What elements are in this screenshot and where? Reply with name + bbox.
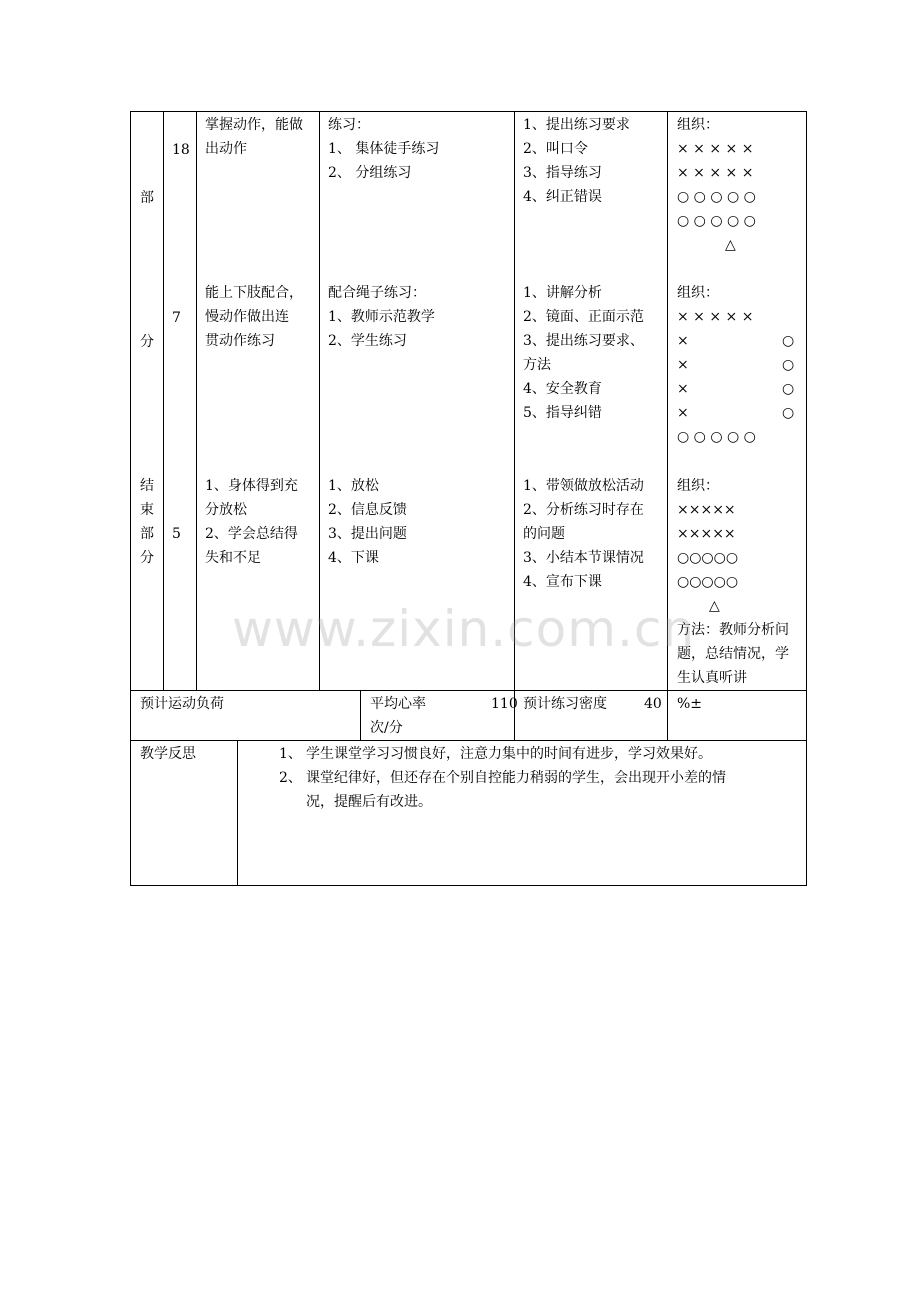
section-label-char: 束 [140,502,154,518]
goal-line: 能上下肢配合， [205,285,303,301]
organization-diagram [677,113,756,233]
goal-text [205,113,303,161]
section-label-bu: 部 [140,190,154,206]
goal-line: 慢动作做出连 [205,309,289,325]
reflection-item-number: 1、 [279,746,302,762]
content-text [328,474,407,570]
teacher-triangle-icon: △ [709,598,720,614]
org-title: 组织： [677,285,719,301]
reflection-label: 教学反思 [140,746,196,762]
teacher-line: 4、宣布下课 [523,574,602,590]
teacher-line: 3、指导练习 [523,165,602,181]
content-line: 3、提出问题 [328,526,407,542]
formation-row: × × × × × [677,141,754,157]
goal-line: 2、学会总结得 [205,526,298,542]
table-left-border [130,111,131,886]
col-divider-heartrate [360,690,361,741]
teacher-activity [523,113,630,209]
table-row-divider-reflection [130,740,807,741]
method-line: 题，总结情况，学 [677,646,789,662]
col-divider-section [163,111,164,691]
teacher-line: 3、提出练习要求、 [523,333,644,349]
goal-line: 掌握动作，能做 [205,117,303,133]
density-label: 预计练习密度 [523,696,607,712]
teacher-triangle-icon: △ [725,237,736,253]
teacher-line: 5、指导纠错 [523,405,602,421]
teacher-line: 3、小结本节课情况 [523,550,644,566]
time-minutes: 7 [172,310,181,326]
teacher-activity [523,474,644,594]
reflection-item-text: 况，提醒后有改进。 [306,794,432,810]
teacher-activity [523,281,644,425]
content-line: 练习： [328,117,370,133]
formation-row: ○ ○ ○ ○ ○ [677,429,756,445]
table-right-border [806,111,807,886]
table-row-divider-load [130,690,807,691]
formation-row: ○ ○ ○ ○ ○ [677,189,756,205]
formation-circle-icon: ○ [782,405,795,421]
formation-left-column [677,329,689,425]
table-top-border [130,111,807,112]
teacher-line: 1、提出练习要求 [523,117,630,133]
section-label-char: 部 [140,526,154,542]
goal-text [205,281,303,353]
teacher-line: 2、分析练习时存在 [523,502,644,518]
density-unit: %± [677,696,703,712]
formation-cross-icon: × [677,333,689,349]
content-line: 1、教师示范教学 [328,309,435,325]
reflection-item-number: 2、 [279,770,302,786]
teacher-line: 1、带领做放松活动 [523,478,644,494]
goal-line: 失和不足 [205,550,261,566]
teacher-line: 4、纠正错误 [523,189,602,205]
density-value: 40 [644,696,662,712]
teacher-line: 方法 [523,357,551,373]
content-line: 4、下课 [328,550,379,566]
formation-circle-icon: ○ [782,333,795,349]
section-label-char: 结 [140,478,154,494]
formation-right-column [782,329,794,425]
goal-line: 分放松 [205,502,247,518]
formation-row: × × × × × [677,309,754,325]
section-label-char: 分 [140,550,154,566]
formation-cross-icon: × [677,405,689,421]
content-text [328,281,435,353]
goal-line: 出动作 [205,141,247,157]
formation-cross-icon: × [677,357,689,373]
teacher-line: 1、讲解分析 [523,285,602,301]
formation-circle-icon: ○ [782,357,795,373]
formation-row: × × × × × [677,165,754,181]
method-line: 生认真听讲 [677,670,747,686]
heart-rate-unit: 次/分 [370,720,403,736]
org-title: 组织： [677,117,719,133]
goal-text [205,474,298,570]
section-label-fen: 分 [140,334,154,350]
formation-circle-icon: ○ [782,381,795,397]
content-line: 配合绳子练习： [328,285,426,301]
formation-cross-icon: × [677,381,689,397]
col-divider-time [196,111,197,691]
method-line: 方法：教师分析问 [677,622,789,638]
load-label: 预计运动负荷 [140,696,224,712]
time-minutes: 5 [172,526,181,542]
content-text [328,113,439,185]
col-divider-reflection-label [237,740,238,886]
content-line: 1、放松 [328,478,379,494]
content-line: 2、信息反馈 [328,502,407,518]
org-title: 组织： [677,478,719,494]
reflection-item-text: 学生课堂学习习惯良好，注意力集中的时间有进步，学习效果好。 [306,746,712,762]
formation-row: ××××× [677,526,736,542]
teacher-line: 2、镜面、正面示范 [523,309,644,325]
formation-row: ○○○○○ [677,574,739,590]
heart-rate-label: 平均心率 [370,696,426,712]
teacher-line: 4、安全教育 [523,381,602,397]
goal-line: 贯动作练习 [205,333,275,349]
content-line: 2、 分组练习 [328,165,412,181]
content-line: 2、学生练习 [328,333,407,349]
section-label-end [140,474,154,570]
formation-row: ○ ○ ○ ○ ○ [677,213,756,229]
time-minutes: 18 [172,142,190,158]
table-bottom-border [130,885,807,886]
content-line: 1、 集体徒手练习 [328,141,440,157]
heart-rate-value: 110 [491,696,518,712]
teacher-line: 的问题 [523,526,565,542]
formation-row: ××××× [677,502,736,518]
formation-row: ○○○○○ [677,550,739,566]
organization-diagram [677,474,738,594]
watermark: www.zixin.com.cn [232,600,696,658]
teacher-line: 2、叫口令 [523,141,588,157]
goal-line: 1、身体得到充 [205,478,298,494]
reflection-item-text: 课堂纪律好，但还存在个别自控能力稍弱的学生，会出现开小差的情 [306,770,726,786]
